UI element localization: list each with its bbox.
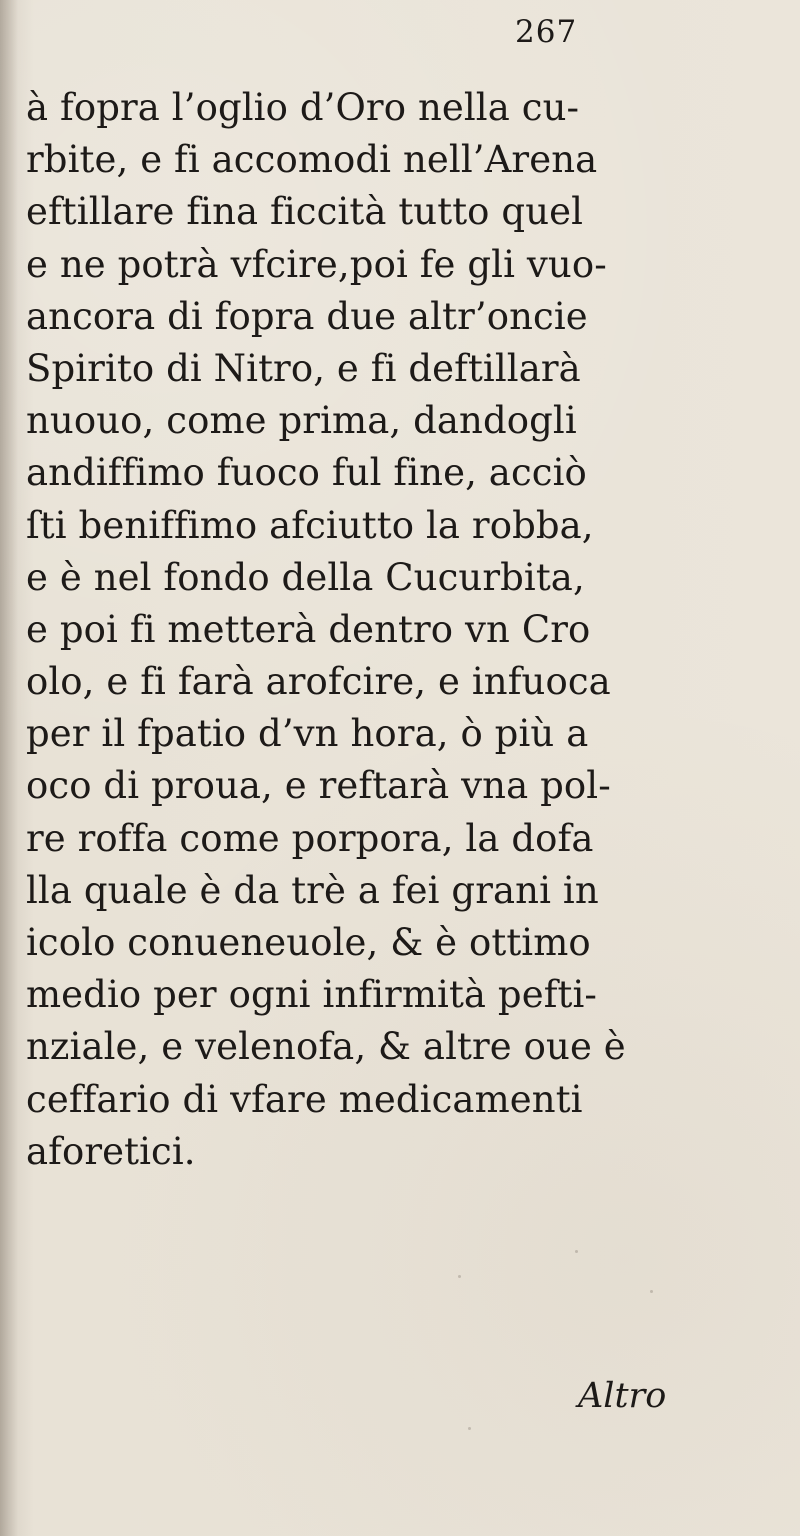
text-line: ancora di fopra due altr’oncie (26, 294, 588, 338)
text-line: lla quale è da trè a fei grani in (26, 868, 599, 912)
text-line: re roffa come porpora, la dofa (26, 816, 594, 860)
catchword: Altro (578, 1376, 667, 1416)
text-line: Spirito di Nitro, e fi deftillarà (26, 346, 581, 390)
text-line: ceffario di vfare medicamenti (26, 1077, 583, 1121)
text-line: eftillare fina ficcità tutto quel (26, 190, 584, 234)
text-line: medio per ogni infirmità pefti- (26, 973, 598, 1017)
text-line: e poi fi metterà dentro vn Cro (26, 607, 591, 651)
text-line: aforetici. (26, 1129, 196, 1173)
text-line: nuouo, come prima, dandogli (26, 399, 577, 443)
text-line: ſti beniffimo afciutto la robba, (26, 503, 594, 547)
body-text (26, 82, 786, 1178)
text-line: icolo conueneuole, & è ottimo (26, 921, 591, 964)
text-line: e è nel fondo della Cucurbita, (26, 555, 585, 599)
text-line: olo, e fi farà arofcire, e infuoca (26, 660, 611, 704)
text-line: e ne potrà vfcire,poi fe gli vuo- (26, 242, 607, 286)
text-line: à fopra l’oglio d’Oro nella cu- (26, 86, 580, 129)
binding-gutter (0, 0, 18, 1536)
page-number: 267 (515, 14, 578, 50)
text-line: oco di proua, e reftarà vna pol- (26, 764, 611, 808)
text-line: rbite, e fi accomodi nell’Arena (26, 138, 598, 182)
text-line: andiffimo fuoco ful fine, acciò (26, 451, 587, 495)
text-line: per il fpatio d’vn hora, ò più a (26, 712, 589, 756)
text-line: nziale, e velenofa, & altre oue è (26, 1025, 626, 1069)
